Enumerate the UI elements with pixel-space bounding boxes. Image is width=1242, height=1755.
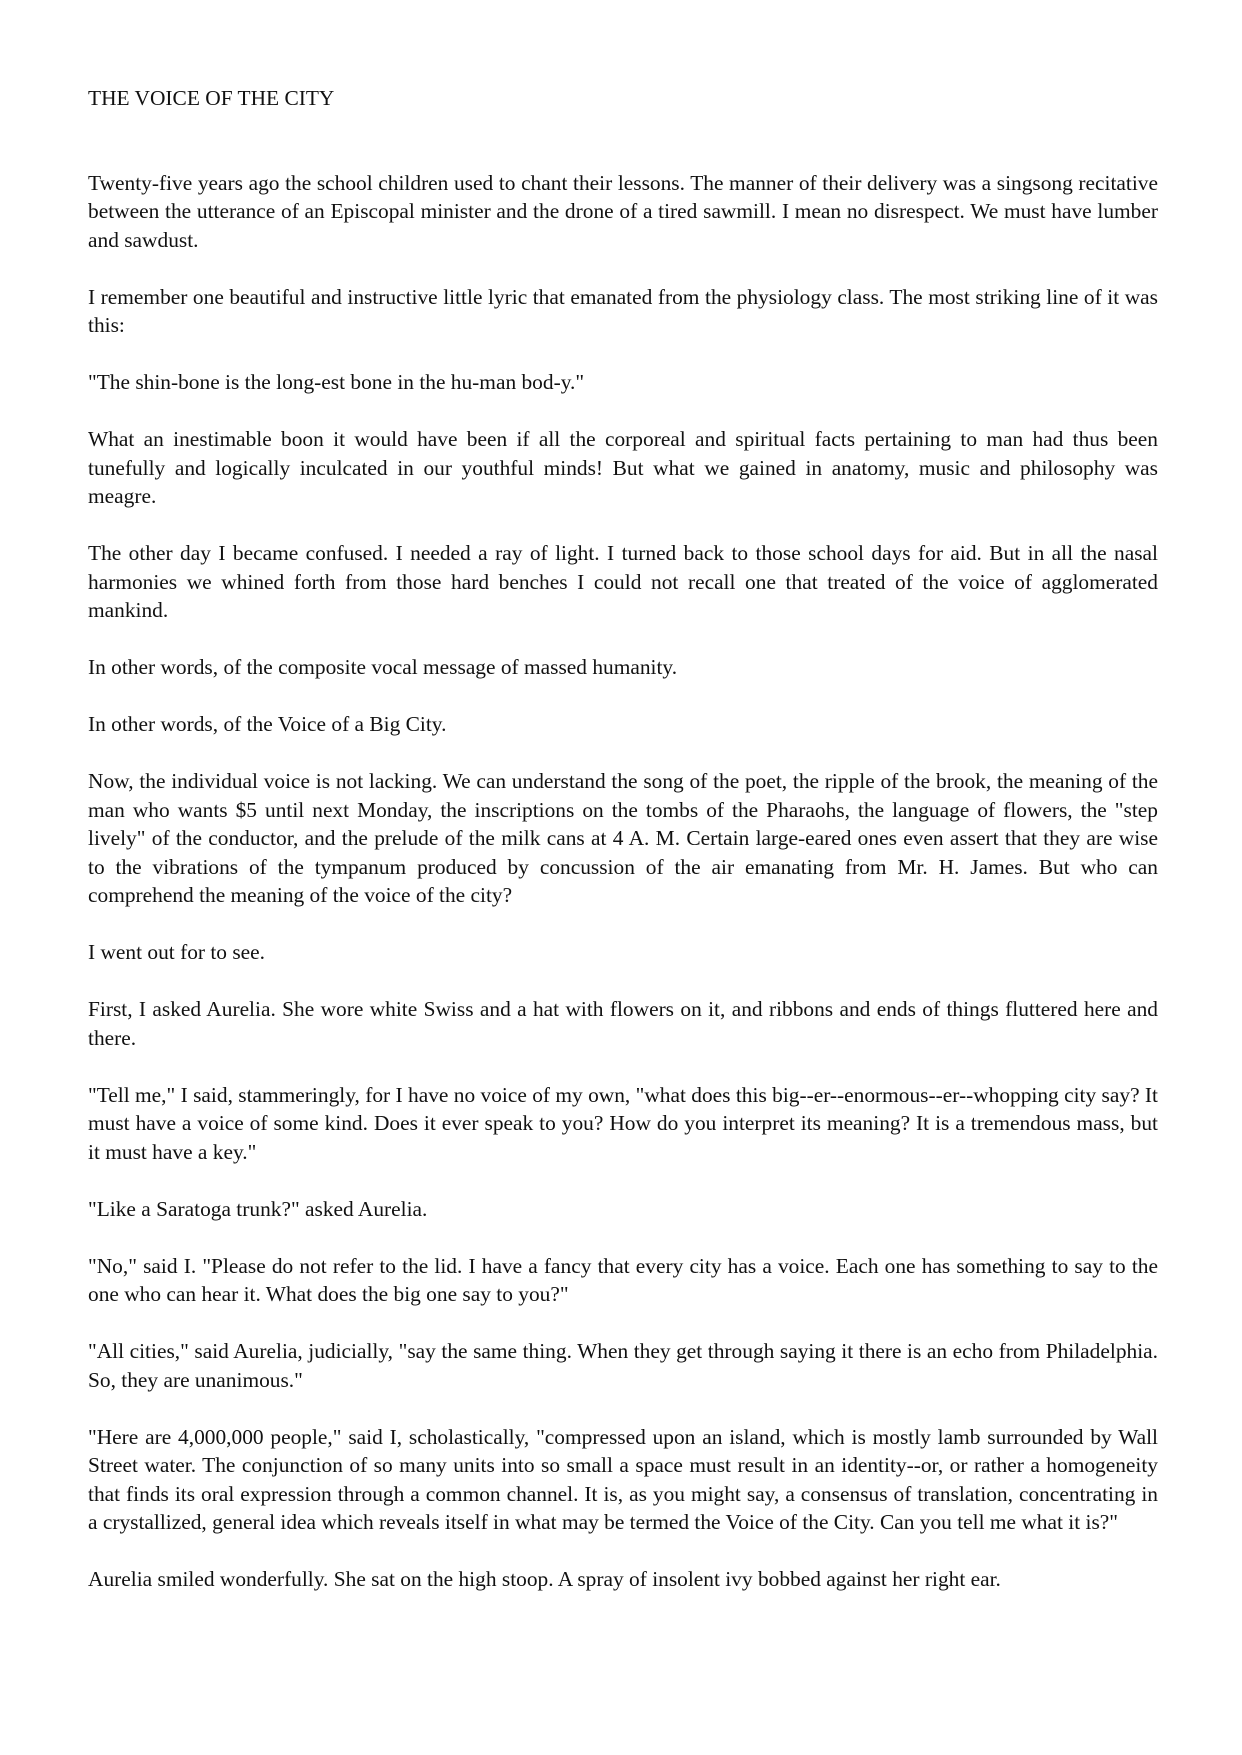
paragraph-5: The other day I became confused. I needed a ray of light. I turned back to those school days for aid. But in all the nasal harmonies we whined forth from those hard benches I could not recall one that treated of the voice of agglomerated mankind. xyxy=(88,541,1158,622)
paragraph-2: I remember one beautiful and instructive little lyric that emanated from the physiology class. The most striking line of it was this: xyxy=(88,284,1158,337)
paragraph-11: "Tell me," I said, stammeringly, for I have no voice of my own, "what does this big--er--enormous--er--whopping city say? It must have a voice of some kind. Does it ever speak to you? How do you interpret its meaning? It is a tremendous mass, but it must have a key." xyxy=(88,1082,1158,1164)
paragraph-12: "Like a Saratoga trunk?" asked Aurelia. xyxy=(88,1196,428,1221)
page-title: THE VOICE OF THE CITY xyxy=(88,86,335,110)
paragraph-10: First, I asked Aurelia. She wore white Swiss and a hat with flowers on it, and ribbons and ends of things fluttered here and there. xyxy=(88,997,1158,1050)
paragraph-4: What an inestimable boon it would have been if all the corporeal and spiritual facts pertaining to man had thus been tunefully and logically inculcated in our youthful minds! But what we gained in anatomy, music and philosophy was meagre. xyxy=(88,427,1158,508)
paragraph-7: In other words, of the Voice of a Big City. xyxy=(88,712,447,736)
paragraph-15: "Here are 4,000,000 people," said I, scholastically, "compressed upon an island, which is mostly lamb surrounded by Wall Street water. The conjunction of so many units into so small a space must result in an identity--or, or rather a homogeneity that finds its oral expression through a common channel. It is, as you might say, a consensus of translation, concentrating in a crystallized, general idea which reveals itself in what may be termed the Voice of the City. Can you tell me what it is?" xyxy=(88,1424,1158,1534)
paragraph-6: In other words, of the composite vocal message of massed humanity. xyxy=(88,655,678,679)
paragraph-13: "No," said I. "Please do not refer to the lid. I have a fancy that every city has a voice. Each one has something to say to the one who can hear it. What does the big one say to you?" xyxy=(88,1253,1158,1306)
paragraph-3: "The shin-bone is the long-est bone in the hu-man bod-y." xyxy=(88,370,585,394)
paragraph-1: Twenty-five years ago the school children used to chant their lessons. The manner of their delivery was a singsong recitative between the utterance of an Episcopal minister and the drone of a tired sawmill. I mean no disrespect. We must have lumber and sawdust. xyxy=(88,170,1158,252)
paragraph-8: Now, the individual voice is not lacking. We can understand the song of the poet, the ripple of the brook, the meaning of the man who wants $5 until next Monday, the inscriptions on the tombs of the Pharaohs, the language of flowers, the "step lively" of the conductor, and the prelude of the milk cans at 4 A. M. Certain large-eared ones even assert that they are wise to the vibrations of the tympanum produced by concussion of the air emanating from Mr. H. James. But who can comprehend the meaning of the voice of the city? xyxy=(88,769,1158,907)
paragraph-16: Aurelia smiled wonderfully. She sat on the high stoop. A spray of insolent ivy bobbed against her right ear. xyxy=(88,1567,1001,1591)
paragraph-14: "All cities," said Aurelia, judicially, "say the same thing. When they get through saying it there is an echo from Philadelphia. So, they are unanimous." xyxy=(88,1339,1158,1392)
paragraph-9: I went out for to see. xyxy=(88,940,266,964)
